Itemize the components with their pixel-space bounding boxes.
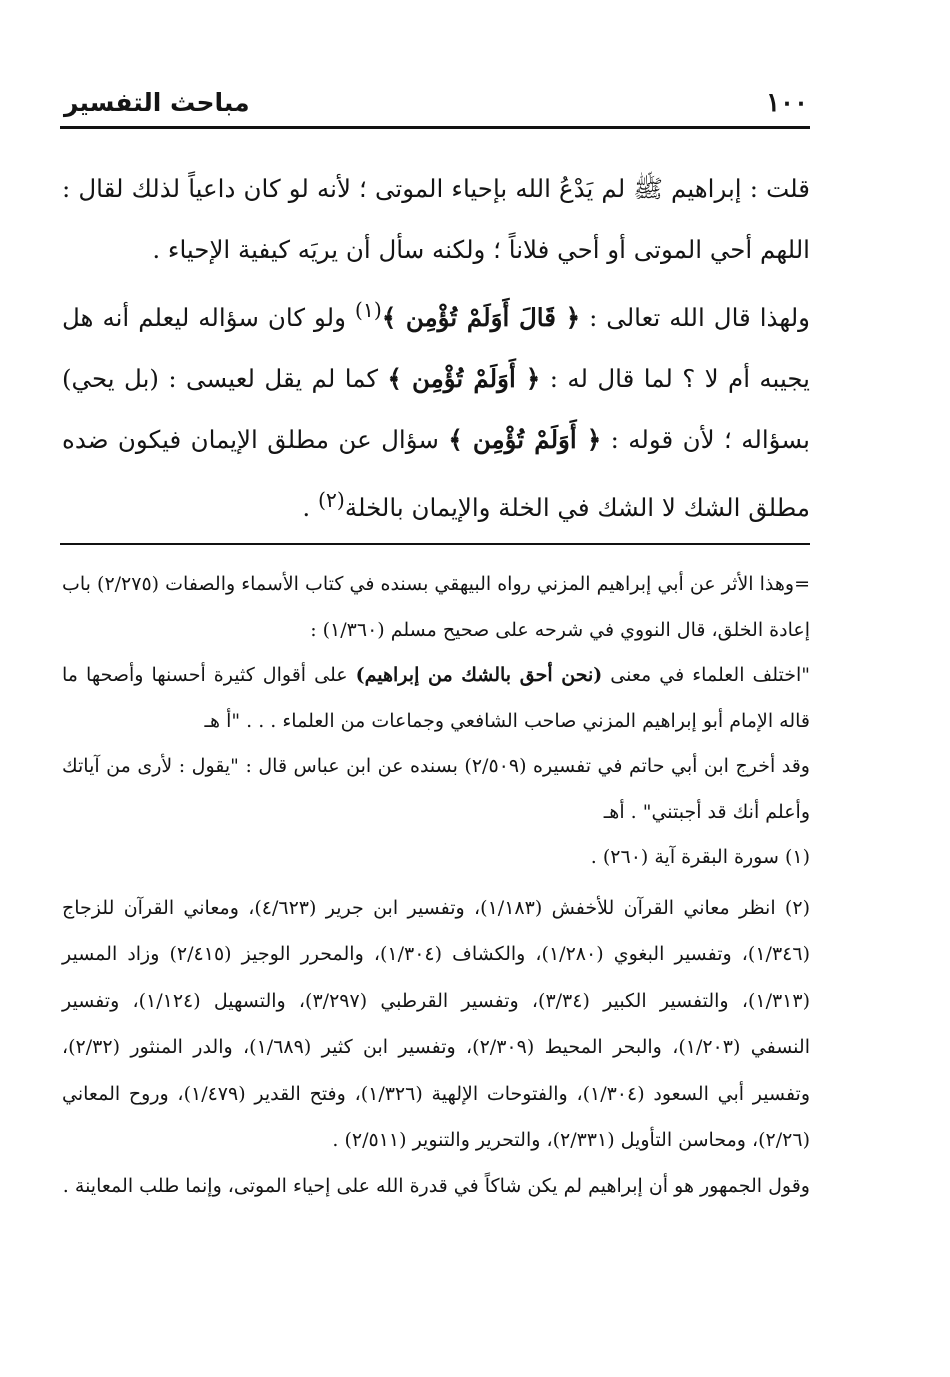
text-segment: "اختلف العلماء في معنى: [602, 664, 810, 686]
footnote-divider: [60, 543, 810, 545]
quran-verse: ﴿ قَالَ أَوَلَمْ تُؤْمِن ﴾: [381, 303, 581, 333]
footnote-continuation: وقد أخرج ابن أبي حاتم في تفسيره (٢/٥٠٩) بسنده عن ابن عباس قال : "يقول : لأرى من آياتك وأعلم أنك قد أجبتني" . أهـ: [62, 755, 810, 823]
page-header: [60, 86, 810, 129]
text-segment: ولو كان سؤاله ليعلم أنه هل يجيبه أم لا ؟ لما قال له :: [62, 303, 810, 394]
page-number: ١٠٠: [766, 88, 808, 118]
text-segment: سؤال عن مطلق الإيمان فيكون ضده مطلق الشك لا الشك في الخلة والإيمان بالخلة: [62, 425, 810, 523]
paragraph-1: قلت : إبراهيم ﷺ لم يَدْعُ الله بإحياء الموتى ؛ لأنه لو كان داعياً لذلك لقال : اللهم أحي الموتى أو أحي فلاناً ؛ ولكنه سأل أن يريَه كيفية الإحياء .: [62, 174, 810, 264]
footnote-ref: (١): [354, 298, 382, 322]
footnote-quote: [62, 653, 810, 744]
text-segment: كما لم يقل لعيسى : (بل يحي) بسؤاله ؛ لأن قوله :: [62, 364, 811, 455]
text-segment: ولهذا قال الله تعالى :: [580, 303, 810, 333]
footnote-2-tail: وقول الجمهور هو أن إبراهيم لم يكن شاكاً في قدرة الله على إحياء الموتى، وإنما طلب المعاينة .: [62, 1174, 810, 1197]
text-segment: .: [302, 493, 318, 523]
main-text: [62, 158, 810, 538]
footnotes: [62, 562, 810, 1209]
footnote-2: (٢) انظر معاني القرآن للأخفش (١/١٨٣)، وتفسير ابن جرير (٤/٦٢٣)، ومعاني القرآن للزجاج (١/٣٤٦)، وتفسير البغوي (١/٢٨٠)، والكشاف (١/٣٠٤)، والمحرر الوجيز (٢/٤١٥) وزاد المسير (١/٣١٣)، والتفسير الكبير (٣/٣٤)، وتفسير القرطبي (٣/٢٩٧)، والتسهيل (١/١٢٤)، وتفسير النسفي (١/٢٠٣)، والبحر المحيط (٢/٣٠٩)، وتفسير ابن كثير (١/٦٨٩)، والدر المنثور (٢/٣٢)، وتفسير أبي السعود (١/٣٠٤)، والفتوحات الإلهية (١/٣٢٦)، وفتح القدير (١/٤٧٩)، وروح المعاني (٢/٢٦)، ومحاسن التأويل (٢/٣٣١)، والتحرير والتنوير (٢/٥١١) .: [62, 896, 811, 1151]
text-segment: على أقوال كثيرة أحسنها وأصحها ما قاله الإمام أبو إبراهيم المزني صاحب الشافعي وجماعات من العلماء . . . "أ هـ: [62, 664, 810, 732]
footnote-1: (١) سورة البقرة آية (٢٦٠) .: [590, 846, 810, 868]
hadith-phrase: (نحن أحق بالشك من إبراهيم): [355, 664, 603, 686]
footnote-ref: (٢): [317, 488, 345, 513]
running-title: مباحث التفسير: [64, 88, 250, 117]
quran-verse: ﴿ أَوَلَمْ تُؤْمِن ﴾: [448, 425, 602, 455]
paragraph-2: [62, 280, 810, 538]
footnote-continuation: =وهذا الأثر عن أبي إبراهيم المزني رواه البيهقي بسنده في كتاب الأسماء والصفات (٢/٢٧٥) باب إعادة الخلق، قال النووي في شرحه على صحيح مسلم (١/٣٦٠) :: [62, 573, 810, 641]
quran-verse: ﴿ أَوَلَمْ تُؤْمِن ﴾: [387, 364, 541, 394]
